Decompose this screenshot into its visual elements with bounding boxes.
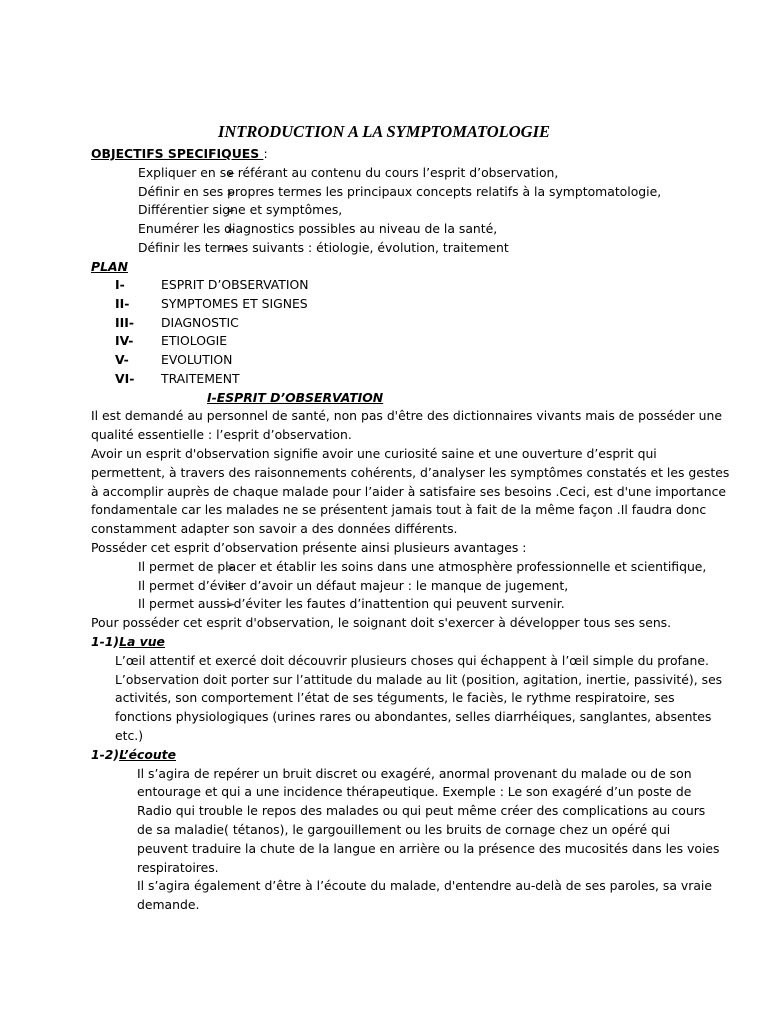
objective-text: Différentier signe et symptômes, (138, 202, 343, 217)
plan-label: ETIOLOGIE (161, 333, 228, 348)
objective-text: Enumérer les diagnostics possibles au niveau de la santé, (138, 221, 498, 236)
objective-text: Définir en ses propres termes les principaux concepts relatifs à la symptomatologie, (138, 184, 662, 199)
plan-label: DIAGNOSTIC (161, 315, 239, 330)
paragraph-line: de sa maladie( tétanos), le gargouillement ou les bruits de cornage chez un opéré qui (137, 822, 671, 837)
objective-text: Expliquer en se référant au contenu du cours l’esprit d’observation, (138, 165, 559, 180)
paragraph-line: L’observation doit porter sur l’attitude du malade au lit (position, agitation, inertie, passivité), ses (115, 672, 723, 687)
paragraph-line: Il s’agira de repérer un bruit discret ou exagéré, anormal provenant du malade ou de son (137, 766, 692, 781)
advantage-text: Il permet de placer et établir les soins dans une atmosphère professionnelle et scientifique, (138, 559, 707, 574)
advantage-text: Il permet d’éviter d’avoir un défaut majeur : le manque de jugement, (138, 578, 569, 593)
paragraph-line: Posséder cet esprit d’observation présente ainsi plusieurs avantages : (91, 540, 527, 555)
plan-number: VI- (115, 371, 135, 386)
paragraph-line: constamment adapter son savoir a des données différents. (91, 521, 458, 536)
paragraph-line: respiratoires. (137, 860, 219, 875)
plan-heading: PLAN (91, 259, 128, 274)
section-heading: I-ESPRIT D’OBSERVATION (207, 390, 384, 405)
paragraph-line: Radio qui trouble le repos des malades ou qui peut même créer des complications au cours (137, 803, 706, 818)
plan-number: III- (115, 315, 134, 330)
paragraph-line: demande. (137, 897, 200, 912)
paragraph-line: à accomplir auprès de chaque malade pour l’aider à satisfaire ses besoins .Ceci, est d'une importance (91, 484, 727, 499)
objective-text: Définir les termes suivants : étiologie, évolution, traitement (138, 240, 509, 255)
paragraph-line: fondamentale car les malades ne se présentent jamais tout à fait de la même façon .Il faudra donc (91, 502, 707, 517)
subsection-title: La vue (119, 634, 165, 649)
paragraph-line: fonctions physiologiques (urines rares ou abondantes, selles diarrhéiques, sanglantes, absentes (115, 709, 712, 724)
paragraph-line: etc.) (115, 728, 144, 743)
paragraph-line: qualité essentielle : l’esprit d’observation. (91, 427, 352, 442)
paragraph-line: activités, son comportement l’état de ses téguments, le faciès, le rythme respiratoire, ses (115, 690, 675, 705)
plan-label: TRAITEMENT (161, 371, 240, 386)
objectives-heading-line (91, 145, 268, 164)
plan-number: IV- (115, 333, 134, 348)
advantage-text: Il permet aussi d’éviter les fautes d’inattention qui peuvent survenir. (138, 596, 565, 611)
plan-label: SYMPTOMES ET SIGNES (161, 296, 308, 311)
subsection-heading (91, 633, 165, 652)
paragraph-line: Pour posséder cet esprit d'observation, le soignant doit s'exercer à développer tous ses sens. (91, 615, 672, 630)
subsection-heading (91, 746, 176, 765)
plan-label: EVOLUTION (161, 352, 233, 367)
paragraph-line: Avoir un esprit d'observation signifie avoir une curiosité saine et une ouverture d’esprit qui (91, 446, 657, 461)
paragraph-line: Il est demandé au personnel de santé, non pas d'être des dictionnaires vivants mais de posséder une (91, 408, 722, 423)
subsection-number: 1-2) (91, 747, 120, 762)
objectives-heading: OBJECTIFS SPECIFIQUES (91, 146, 264, 161)
paragraph-line: entourage et qui a une incidence thérapeutique. Exemple : Le son exagéré d’un poste de (137, 784, 692, 799)
paragraph-line: Il s’agira également d’être à l’écoute du malade, d'entendre au-delà de ses paroles, sa vraie (137, 878, 712, 893)
subsection-number: 1-1) (91, 634, 120, 649)
paragraph-line: L’œil attentif et exercé doit découvrir plusieurs choses qui échappent à l’œil simple du profane. (115, 653, 709, 668)
objectives-colon: : (263, 146, 268, 161)
subsection-title: L’écoute (119, 747, 176, 762)
plan-number: I- (115, 277, 125, 292)
plan-label: ESPRIT D’OBSERVATION (161, 277, 309, 292)
paragraph-line: peuvent traduire la chute de la langue en arrière ou la présence des mucosités dans les voies (137, 841, 720, 856)
paragraph-line: permettent, à travers des raisonnements cohérents, d’analyser les symptômes constatés et les gestes (91, 465, 730, 480)
plan-number: V- (115, 352, 129, 367)
document-title: INTRODUCTION A LA SYMPTOMATOLOGIE (217, 122, 551, 141)
plan-number: II- (115, 296, 130, 311)
